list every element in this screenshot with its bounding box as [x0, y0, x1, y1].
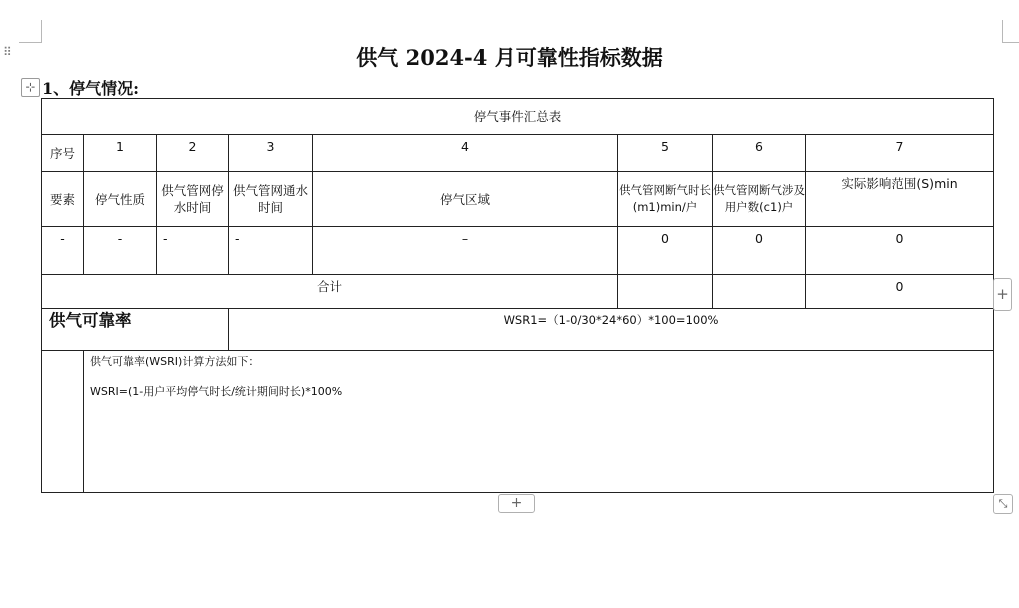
page-corner-mark-right: [1002, 20, 1019, 43]
table-cell[interactable]: 0: [713, 227, 806, 275]
column-header-outage-duration: 供气管网断气时长(m1)min/户: [618, 172, 713, 227]
add-row-button[interactable]: +: [498, 494, 535, 513]
column-number: 5: [618, 135, 713, 172]
table-cell[interactable]: 0: [618, 227, 713, 275]
page-corner-mark-left: [19, 20, 42, 43]
column-header-restore-time: 供气管网通水时间: [229, 172, 313, 227]
reliability-label: 供气可靠率: [42, 309, 229, 351]
reliability-formula[interactable]: WSR1=（1-0/30*24*60）*100=100%: [229, 309, 994, 351]
column-header-impact-scope: 实际影响范围(S)min: [806, 172, 994, 227]
column-number: 4: [313, 135, 618, 172]
section-heading: 1、停气情况:: [42, 79, 140, 98]
table-cell[interactable]: [618, 275, 713, 309]
element-header: 要素: [42, 172, 84, 227]
index-header: 序号: [42, 135, 84, 172]
table-cell[interactable]: -: [42, 227, 84, 275]
outage-summary-table: [41, 98, 994, 493]
calculation-method[interactable]: [84, 351, 994, 493]
method-description: 供气可靠率(WSRI)计算方法如下：: [90, 355, 260, 368]
column-header-outage-area: 停气区域: [313, 172, 618, 227]
column-header-stop-time: 供气管网停水时间: [157, 172, 229, 227]
drag-handle-icon[interactable]: ⠿: [3, 45, 13, 59]
table-cell[interactable]: [42, 351, 84, 493]
add-column-button[interactable]: +: [993, 278, 1012, 311]
method-formula: WSRI=(1-用户平均停气时长/统计期间时长)*100%: [90, 385, 343, 398]
column-number: 7: [806, 135, 994, 172]
table-resize-icon[interactable]: ⤡: [993, 494, 1013, 514]
total-label: 合计: [42, 275, 618, 309]
table-cell[interactable]: -: [157, 227, 229, 275]
table-cell[interactable]: –: [313, 227, 618, 275]
table-cell[interactable]: 0: [806, 227, 994, 275]
column-number: 2: [157, 135, 229, 172]
column-number: 3: [229, 135, 313, 172]
column-number: 1: [84, 135, 157, 172]
column-number: 6: [713, 135, 806, 172]
table-cell[interactable]: -: [229, 227, 313, 275]
table-move-icon[interactable]: ⊹: [21, 78, 40, 97]
column-header-affected-users: 供气管网断气涉及用户数(c1)户: [713, 172, 806, 227]
table-cell[interactable]: [713, 275, 806, 309]
column-header-outage-nature: 停气性质: [84, 172, 157, 227]
table-cell[interactable]: -: [84, 227, 157, 275]
document-title: 供气 2024-4 月可靠性指标数据: [356, 45, 663, 70]
table-caption: 停气事件汇总表: [42, 99, 994, 135]
total-value[interactable]: 0: [806, 275, 994, 309]
